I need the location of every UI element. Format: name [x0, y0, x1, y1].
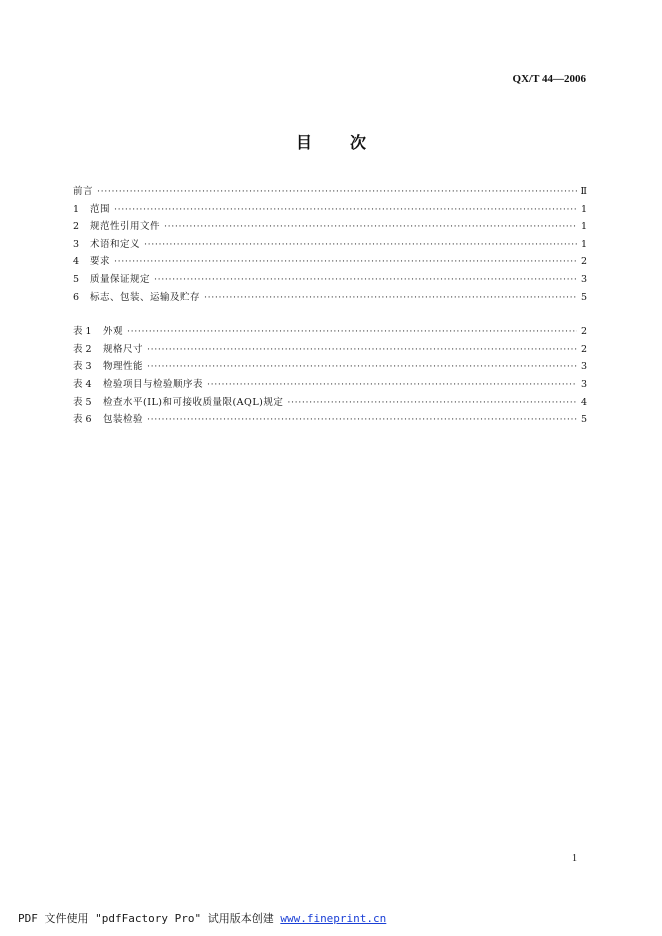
- toc-entry-page: 1: [580, 203, 587, 215]
- toc-entry-number: 5: [73, 273, 80, 285]
- pdf-footer: [18, 910, 386, 926]
- toc-table-number: 表 1: [73, 326, 92, 338]
- footer-link[interactable]: www.fineprint.cn: [280, 912, 387, 925]
- toc-entry-number: 4: [73, 256, 80, 268]
- toc-table-label: 检查水平(IL)和可接收质量限(AQL)规定: [103, 396, 284, 408]
- toc-table-page: 2: [580, 343, 587, 355]
- leader-dots: [147, 358, 577, 376]
- toc-table-number: 表 4: [73, 378, 92, 390]
- leader-dots: [147, 341, 577, 359]
- toc-entry-page: Ⅱ: [580, 186, 587, 197]
- toc-entry-page: 2: [580, 256, 587, 268]
- leader-dots: [127, 323, 577, 341]
- toc-table-page: 3: [580, 361, 587, 373]
- toc-entry-scope[interactable]: [73, 201, 587, 219]
- toc-table-number: 表 5: [73, 396, 92, 408]
- leader-dots: [114, 201, 577, 219]
- toc-entry-page: 1: [580, 221, 587, 233]
- toc-entry-requirements[interactable]: [73, 253, 587, 271]
- toc-table-page: 4: [580, 396, 587, 408]
- toc-entry-page: 1: [580, 238, 587, 250]
- leader-dots: [287, 394, 577, 412]
- toc-entry-label: 范围: [90, 203, 111, 215]
- toc-entry-number: 1: [73, 203, 80, 215]
- toc-table-entry[interactable]: [73, 358, 587, 376]
- toc-table-page: 5: [580, 414, 587, 426]
- toc-entry-label: 前言: [73, 186, 94, 197]
- toc-table-label: 外观: [103, 326, 124, 338]
- toc-table-number: 表 3: [73, 361, 92, 373]
- toc-table-number: 表 2: [73, 343, 92, 355]
- toc-entry-marking-packaging[interactable]: [73, 289, 587, 307]
- toc-table-entry[interactable]: [73, 394, 587, 412]
- page-number: 1: [572, 853, 577, 864]
- toc-table-label: 物理性能: [103, 361, 144, 373]
- leader-dots: [164, 218, 577, 236]
- toc-title-char-2: 次: [350, 133, 367, 152]
- toc-table-label: 检验项目与检验顺序表: [103, 378, 204, 390]
- table-of-contents: [73, 183, 587, 429]
- toc-table-entry[interactable]: [73, 411, 587, 429]
- leader-dots: [204, 289, 577, 307]
- toc-table-entry[interactable]: [73, 323, 587, 341]
- toc-entry-number: 2: [73, 221, 80, 233]
- toc-table-label: 包装检验: [103, 414, 144, 426]
- toc-table-label: 规格尺寸: [103, 343, 144, 355]
- leader-dots: [97, 183, 577, 201]
- leader-dots: [147, 411, 577, 429]
- toc-entry-label: 标志、包装、运输及贮存: [90, 291, 201, 303]
- leader-dots: [207, 376, 577, 394]
- toc-entry-label: 规范性引用文件: [90, 221, 161, 233]
- toc-entry-page: 3: [580, 273, 587, 285]
- toc-entry-quality-assurance[interactable]: [73, 271, 587, 289]
- toc-entry-number: 6: [73, 291, 80, 303]
- toc-table-page: 2: [580, 326, 587, 338]
- toc-table-number: 表 6: [73, 414, 92, 426]
- toc-entry-label: 要求: [90, 256, 111, 268]
- toc-entry-label: 术语和定义: [90, 238, 141, 250]
- leader-dots: [114, 253, 577, 271]
- toc-entry-terms[interactable]: [73, 236, 587, 254]
- toc-title: [0, 130, 662, 153]
- footer-text: PDF 文件使用 "pdfFactory Pro" 试用版本创建: [18, 912, 281, 925]
- toc-table-entry[interactable]: [73, 376, 587, 394]
- standard-code: QX/T 44—2006: [512, 73, 586, 85]
- toc-entry-number: 3: [73, 238, 80, 250]
- toc-table-entry[interactable]: [73, 341, 587, 359]
- toc-table-page: 3: [580, 378, 587, 390]
- toc-entry-label: 质量保证规定: [90, 273, 151, 285]
- leader-dots: [154, 271, 577, 289]
- toc-entry-foreword[interactable]: [73, 183, 587, 201]
- toc-title-char-1: 目: [295, 133, 312, 152]
- toc-entry-normative-references[interactable]: [73, 218, 587, 236]
- leader-dots: [144, 236, 577, 254]
- toc-entry-page: 5: [580, 291, 587, 303]
